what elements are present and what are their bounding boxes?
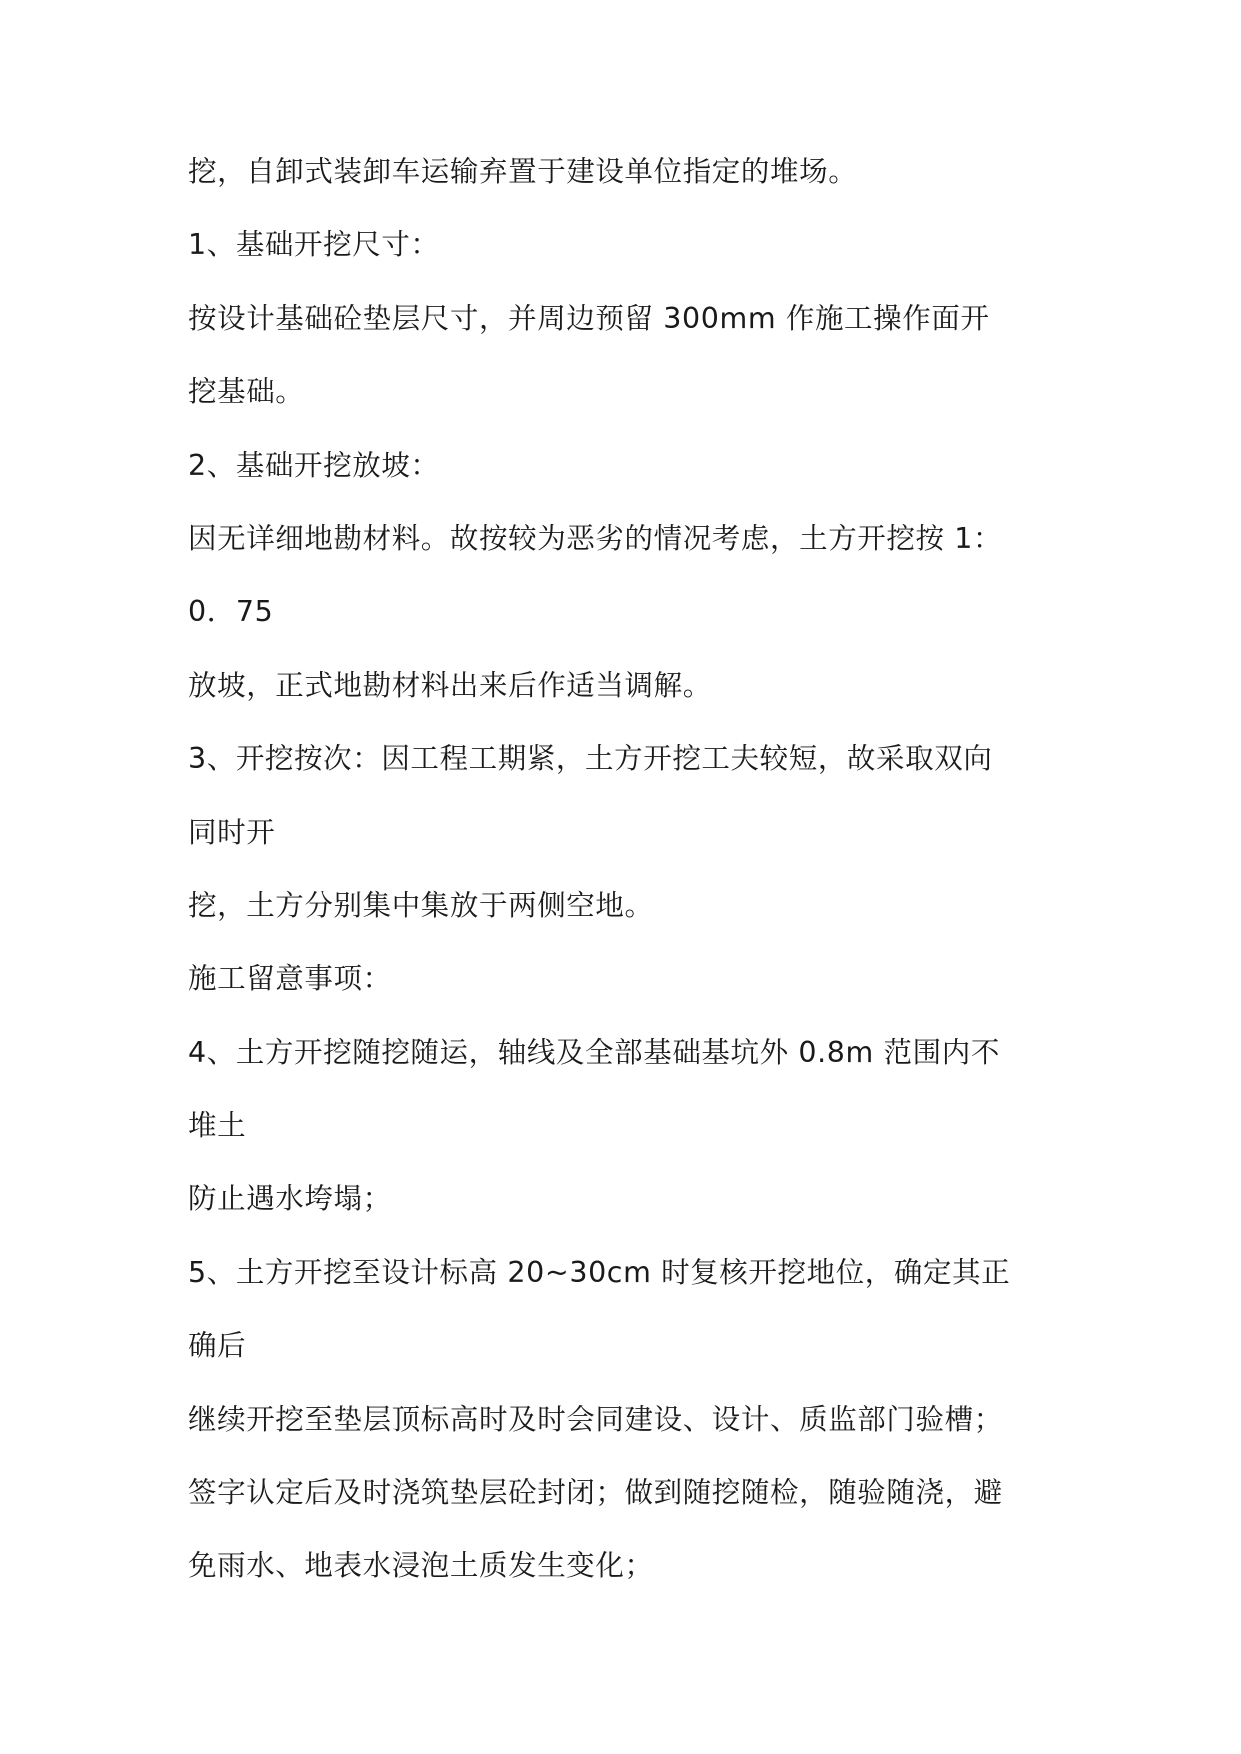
list-item: 4、土方开挖随挖随运，轴线及全部基础基坑外 0.8m 范围内不 — [188, 1035, 1000, 1069]
text-line: 签字认定后及时浇筑垫层砼封闭；做到随挖随检，随验随浇，避 — [188, 1476, 1003, 1510]
text-line: 防止遇水垮塌； — [188, 1182, 392, 1216]
text-line: 挖，土方分别集中集放于两侧空地。 — [188, 888, 654, 922]
text-line: 继续开挖至垫层顶标高时及时会同建设、设计、质监部门验槽； — [188, 1402, 1003, 1436]
list-item: 5、土方开挖至设计标高 20~30cm 时复核开挖地位，确定其正 — [188, 1255, 1011, 1289]
text-line: 因无详细地勘材料。故按较为恶劣的情况考虑，土方开挖按 1： — [188, 521, 1003, 555]
text-line: 确后 — [188, 1329, 247, 1363]
document-body — [188, 142, 1068, 1610]
section-heading: 3、开挖按次：因工程工期紧，土方开挖工夫较短，故采取双向 — [188, 742, 993, 776]
text-line: 同时开 — [188, 815, 276, 849]
text-line: 挖，自卸式装卸车运输弃置于建设单位指定的堆场。 — [188, 155, 858, 188]
section-heading: 1、基础开挖尺寸： — [188, 228, 440, 262]
text-line: 堆土 — [188, 1109, 247, 1143]
text-line: 免雨水、地表水浸泡土质发生变化； — [188, 1549, 654, 1583]
section-heading: 2、基础开挖放坡： — [188, 448, 440, 482]
text-line: 按设计基础砼垫层尺寸，并周边预留 300mm 作施工操作面开 — [188, 301, 990, 335]
text-line: 挖基础。 — [188, 375, 305, 409]
text-line: 0．75 — [188, 595, 274, 629]
text-line: 放坡，正式地勘材料出来后作适当调解。 — [188, 668, 712, 702]
section-heading: 施工留意事项： — [188, 962, 392, 996]
